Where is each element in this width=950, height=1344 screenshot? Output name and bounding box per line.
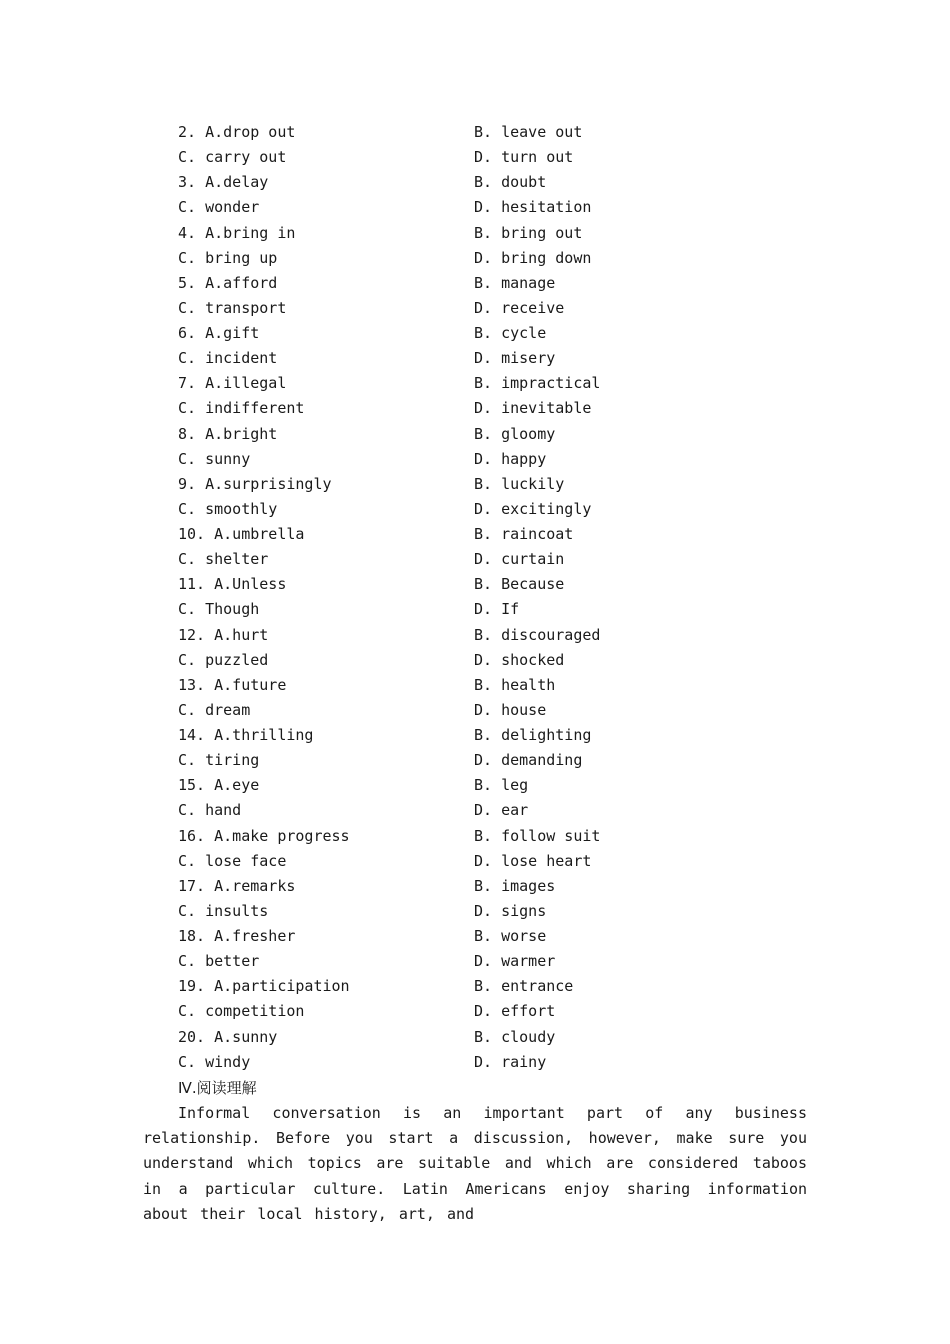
option-row bbox=[178, 346, 818, 371]
option-row bbox=[178, 949, 818, 974]
option-row bbox=[178, 1050, 818, 1075]
option-left: 13. A.future bbox=[178, 675, 287, 694]
option-row bbox=[178, 698, 818, 723]
option-right: D. warmer bbox=[474, 952, 556, 971]
option-right: D. inevitable bbox=[474, 399, 592, 418]
option-left: 2. A.drop out bbox=[178, 123, 296, 141]
option-left: C. shelter bbox=[178, 550, 269, 569]
option-left: 18. A.fresher bbox=[178, 927, 296, 945]
option-right: B. images bbox=[474, 876, 556, 895]
option-left: 20. A.sunny bbox=[178, 1027, 278, 1046]
reading-passage: Informal conversation is an important part of any business relationship. Before you start a discussion, however, make sure you understand which topics are suitable and which are considered taboos in a particular culture. Latin Americans enjoy sharing information about their local history, art, and bbox=[143, 1104, 807, 1223]
option-right: B. impractical bbox=[474, 374, 601, 393]
option-right: D. effort bbox=[474, 1002, 556, 1021]
option-left: 16. A.make progress bbox=[178, 826, 350, 845]
option-left: 12. A.hurt bbox=[178, 625, 269, 644]
option-right: D. shocked bbox=[474, 650, 565, 669]
option-left: C. incident bbox=[178, 349, 278, 368]
option-row bbox=[178, 246, 818, 271]
option-left: 17. A.remarks bbox=[178, 876, 296, 895]
option-right: B. follow suit bbox=[474, 826, 601, 845]
option-left: C. transport bbox=[178, 298, 287, 317]
section-heading: Ⅳ.阅读理解 bbox=[178, 1079, 257, 1097]
option-right: B. cycle bbox=[474, 324, 547, 342]
option-row bbox=[178, 899, 818, 924]
option-left: C. wonder bbox=[178, 198, 260, 217]
option-right: B. manage bbox=[474, 273, 556, 292]
option-right: D. lose heart bbox=[474, 851, 592, 870]
option-right: D. excitingly bbox=[474, 499, 592, 518]
option-right: B. leave out bbox=[474, 123, 583, 141]
option-left: 14. A.thrilling bbox=[178, 726, 314, 744]
option-row bbox=[178, 974, 818, 999]
option-left: C. bring up bbox=[178, 248, 278, 267]
option-row bbox=[178, 824, 818, 849]
option-right: B. health bbox=[474, 675, 556, 694]
option-right: B. bring out bbox=[474, 223, 583, 242]
option-right: D. happy bbox=[474, 449, 547, 468]
option-row bbox=[178, 874, 818, 899]
option-row bbox=[178, 170, 818, 195]
option-left: 4. A.bring in bbox=[178, 223, 296, 242]
option-right: B. raincoat bbox=[474, 525, 574, 543]
option-right: D. If bbox=[474, 600, 520, 619]
option-left: C. sunny bbox=[178, 449, 251, 468]
option-row bbox=[178, 321, 818, 346]
option-left: C. insults bbox=[178, 901, 269, 920]
option-right: B. cloudy bbox=[474, 1027, 556, 1046]
option-left: C. tiring bbox=[178, 751, 260, 770]
option-left: 3. A.delay bbox=[178, 173, 269, 192]
option-right: D. ear bbox=[474, 801, 529, 820]
option-right: B. worse bbox=[474, 927, 547, 945]
option-row bbox=[178, 195, 818, 220]
option-row bbox=[178, 271, 818, 296]
option-right: B. luckily bbox=[474, 474, 565, 493]
option-left: C. carry out bbox=[178, 148, 287, 167]
option-right: B. leg bbox=[474, 776, 529, 795]
option-row bbox=[178, 572, 818, 597]
option-left: C. Though bbox=[178, 600, 260, 619]
option-row bbox=[178, 221, 818, 246]
option-left: 10. A.umbrella bbox=[178, 525, 305, 543]
option-right: D. receive bbox=[474, 298, 565, 317]
answer-options-list bbox=[178, 120, 818, 1075]
option-right: D. bring down bbox=[474, 248, 592, 267]
option-right: D. rainy bbox=[474, 1052, 547, 1071]
option-left: C. puzzled bbox=[178, 650, 269, 669]
option-left: C. hand bbox=[178, 801, 242, 820]
option-row bbox=[178, 999, 818, 1024]
option-right: D. demanding bbox=[474, 751, 583, 770]
option-left: C. lose face bbox=[178, 851, 287, 870]
option-right: B. discouraged bbox=[474, 625, 601, 644]
option-right: B. delighting bbox=[474, 726, 592, 744]
option-left: C. dream bbox=[178, 700, 251, 719]
option-left: C. smoothly bbox=[178, 499, 278, 518]
option-row bbox=[178, 748, 818, 773]
option-row bbox=[178, 673, 818, 698]
option-left: 7. A.illegal bbox=[178, 374, 287, 393]
option-row bbox=[178, 371, 818, 396]
option-row bbox=[178, 623, 818, 648]
option-right: B. Because bbox=[474, 575, 565, 594]
option-row bbox=[178, 120, 818, 145]
option-left: C. windy bbox=[178, 1052, 251, 1071]
option-left: 15. A.eye bbox=[178, 776, 260, 795]
option-row bbox=[178, 798, 818, 823]
option-row bbox=[178, 522, 818, 547]
option-row bbox=[178, 849, 818, 874]
option-right: D. curtain bbox=[474, 550, 565, 569]
option-row bbox=[178, 648, 818, 673]
option-left: 5. A.afford bbox=[178, 273, 278, 292]
option-right: D. turn out bbox=[474, 148, 574, 167]
option-right: B. entrance bbox=[474, 977, 574, 996]
option-right: D. hesitation bbox=[474, 198, 592, 217]
option-left: C. better bbox=[178, 952, 260, 971]
option-left: 9. A.surprisingly bbox=[178, 474, 332, 493]
option-row bbox=[178, 422, 818, 447]
option-left: 6. A.gift bbox=[178, 324, 260, 342]
option-row bbox=[178, 296, 818, 321]
option-left: C. competition bbox=[178, 1002, 305, 1021]
option-row bbox=[178, 924, 818, 949]
option-row bbox=[178, 723, 818, 748]
option-left: 19. A.participation bbox=[178, 977, 350, 996]
option-row bbox=[178, 497, 818, 522]
option-left: 11. A.Unless bbox=[178, 575, 287, 594]
option-right: D. house bbox=[474, 700, 547, 719]
option-row bbox=[178, 773, 818, 798]
option-right: B. doubt bbox=[474, 173, 547, 192]
option-row bbox=[178, 396, 818, 421]
option-left: 8. A.bright bbox=[178, 424, 278, 443]
option-row bbox=[178, 1025, 818, 1050]
option-row bbox=[178, 597, 818, 622]
option-right: D. signs bbox=[474, 901, 547, 920]
option-row bbox=[178, 547, 818, 572]
option-row bbox=[178, 472, 818, 497]
option-left: C. indifferent bbox=[178, 399, 305, 418]
option-right: B. gloomy bbox=[474, 424, 556, 443]
option-row bbox=[178, 145, 818, 170]
option-right: D. misery bbox=[474, 349, 556, 368]
option-row bbox=[178, 447, 818, 472]
